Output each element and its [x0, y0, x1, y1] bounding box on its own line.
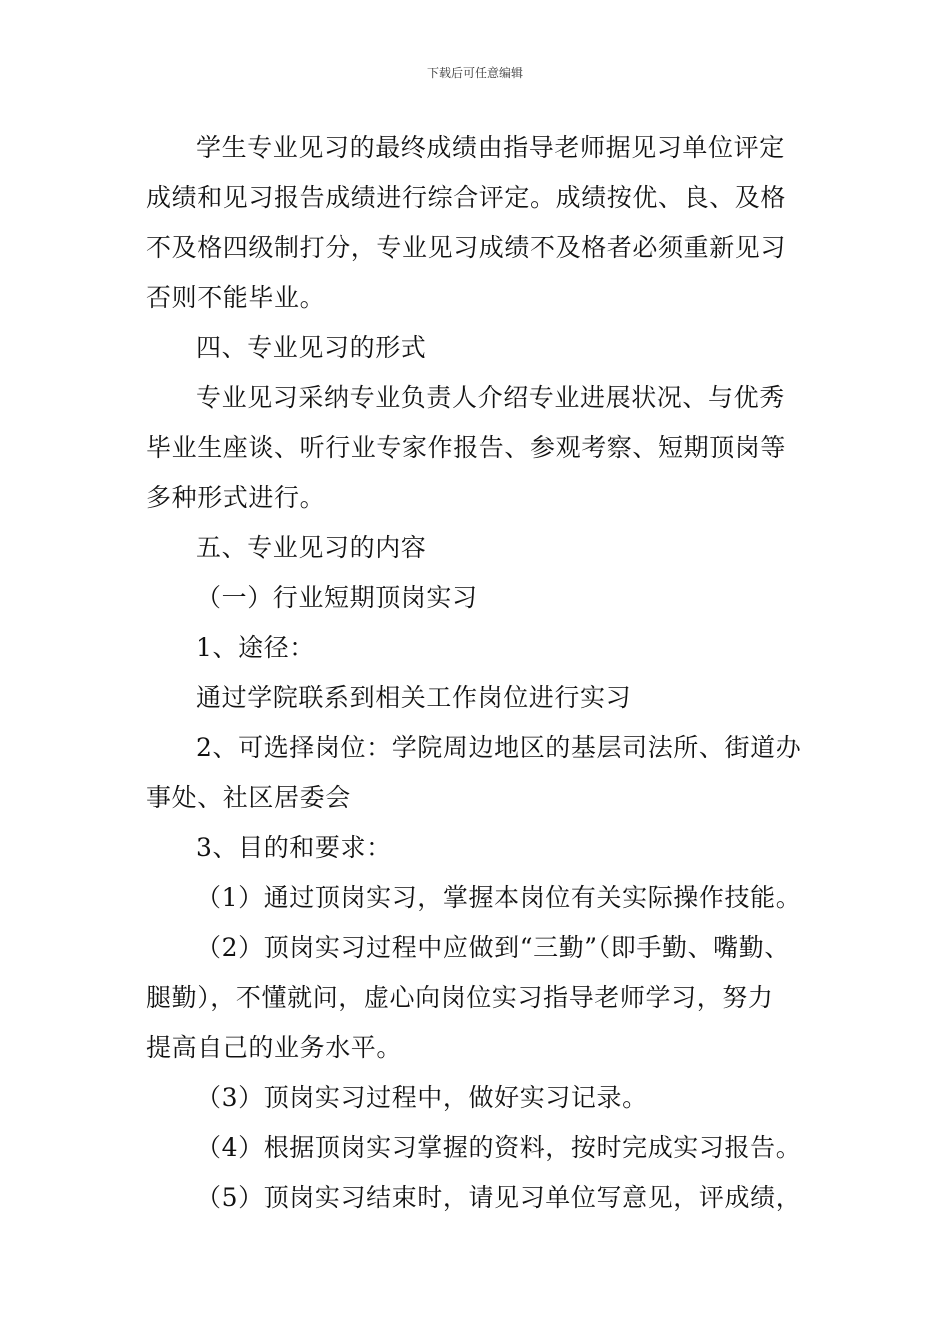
paragraph-line: 不及格四级制打分，专业见习成绩不及格者必须重新见习 [146, 233, 787, 262]
paragraph-line: 多种形式进行。 [146, 483, 326, 512]
list-item: （4）根据顶岗实习掌握的资料，按时完成实习报告。 [196, 1133, 802, 1162]
list-item: （5）顶岗实习结束时，请见习单位写意见，评成绩， [196, 1183, 802, 1212]
list-item: （1）通过顶岗实习，掌握本岗位有关实际操作技能。 [196, 883, 802, 912]
paragraph-line: 腿勤），不懂就问，虚心向岗位实习指导老师学习，努力 [146, 983, 774, 1012]
subsection-heading: （一）行业短期顶岗实习 [196, 583, 478, 612]
page-header-note: 下载后可任意编辑 [426, 66, 523, 80]
list-item: 3、目的和要求： [196, 833, 392, 862]
paragraph-line: 成绩和见习报告成绩进行综合评定。成绩按优、良、及格 [146, 183, 787, 212]
paragraph-line: 否则不能毕业。 [146, 283, 326, 312]
list-item: （3）顶岗实习过程中，做好实习记录。 [196, 1083, 648, 1112]
paragraph-line: 事处、社区居委会 [146, 783, 351, 812]
list-item: 2、可选择岗位：学院周边地区的基层司法所、街道办 [196, 733, 802, 762]
paragraph-line: 提高自己的业务水平。 [146, 1033, 403, 1062]
paragraph-line: 专业见习采纳专业负责人介绍专业进展状况、与优秀 [196, 383, 785, 412]
list-item: （2）顶岗实习过程中应做到“三勤”（即手勤、嘴勤、 [196, 933, 790, 962]
paragraph-line: 毕业生座谈、听行业专家作报告、参观考察、短期顶岗等 [146, 433, 787, 462]
section-heading: 五、专业见习的内容 [196, 533, 427, 562]
section-heading: 四、专业见习的形式 [196, 333, 427, 362]
list-item: 1、途径： [196, 633, 315, 662]
paragraph-line: 通过学院联系到相关工作岗位进行实习 [196, 683, 632, 712]
paragraph-line: 学生专业见习的最终成绩由指导老师据见习单位评定 [196, 133, 785, 162]
